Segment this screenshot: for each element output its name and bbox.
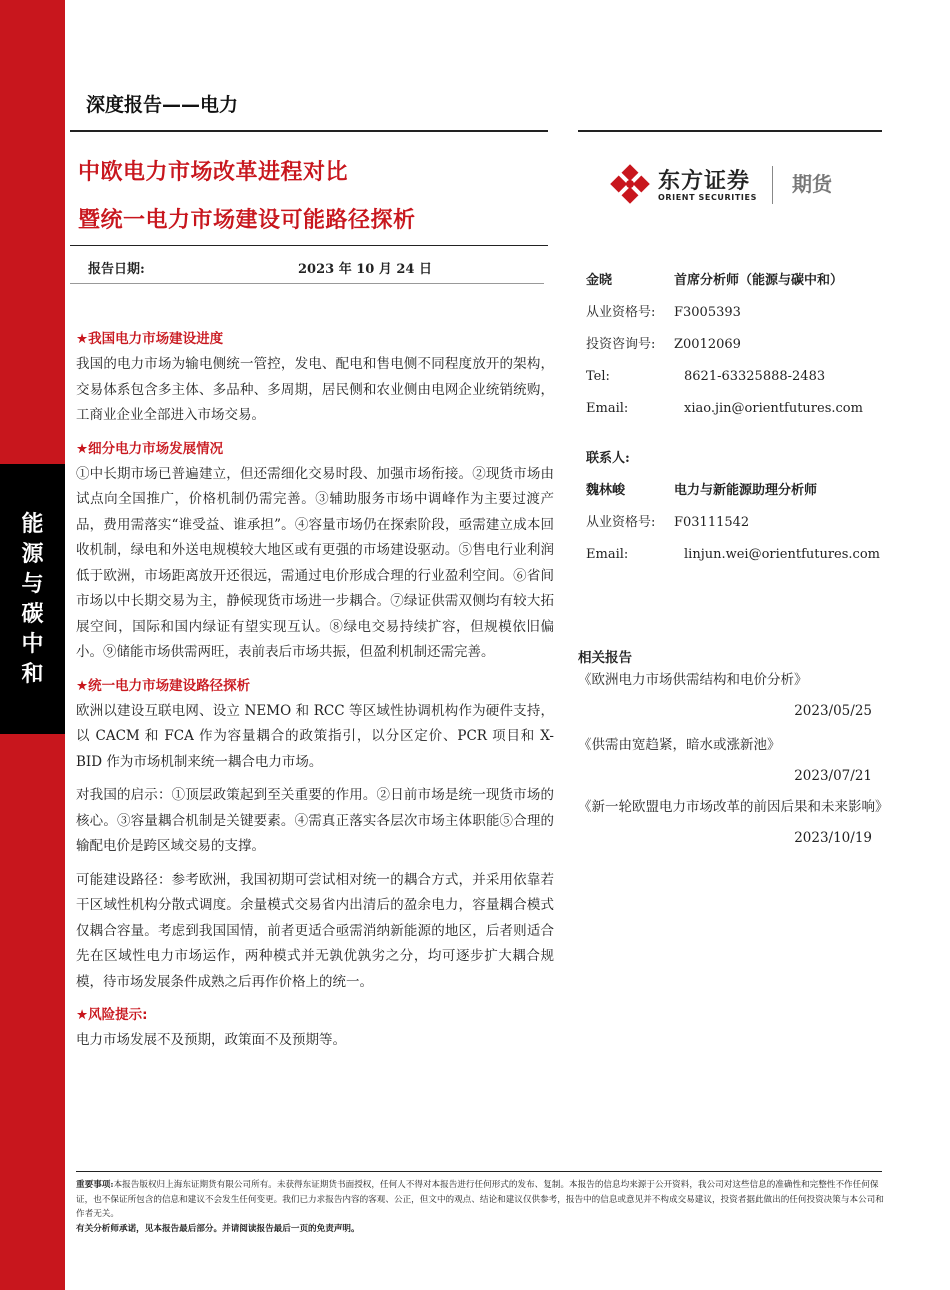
section-text-path-options: 可能建设路径：参考欧洲，我国初期可尝试相对统一的耦合方式，并采用依靠若干区域性机构分散式调度。余量模式交易省内出清后的盈余电力，容量耦合模式仅耦合容量。考虑到我国国情，前者更适合亟需消纳新能源的地区，后者则适合先在区域性电力市场运作，两种模式并无孰优孰劣之分，均可逐步扩大耦合规模，待市场发展条件成熟之后再作价格上的统一。 bbox=[76, 871, 554, 990]
orient-logo bbox=[608, 160, 868, 210]
sector-char: 能 bbox=[21, 512, 44, 537]
report-title-line1: 中欧电力市场改革进程对比 bbox=[78, 160, 349, 185]
analyst-title: 首席分析师（能源与碳中和） bbox=[674, 273, 844, 288]
sidebar-red-bottom bbox=[0, 734, 65, 1290]
summary-section bbox=[76, 327, 554, 1054]
related-report-title[interactable]: 《供需由宽趋紧，暗水或涨新池》 bbox=[578, 737, 781, 753]
field-label: Email: bbox=[586, 401, 629, 416]
analyst-name: 金晓 bbox=[586, 273, 613, 288]
disclaimer-text: 本报告版权归上海东证期货有限公司所有。未获得东证期货书面授权，任何人不得对本报告进行任何形式的发布、复制。本报告的信息均来源于公开资料，我公司对这些信息的准确性和完整性不作任何保证，也不保证所包含的信息和建议不会发生任何变更。我们已力求报告内容的客观、公正，但文中的观点、结论和建议仅供参考，报告中的信息或意见并不构成交易建议，投资者据此做出的任何投资决策与本公司和作者无关。 bbox=[76, 1180, 884, 1219]
field-label: Email: bbox=[586, 547, 629, 562]
related-report-item[interactable] bbox=[578, 668, 888, 724]
contact-title: 电力与新能源助理分析师 bbox=[674, 483, 818, 498]
field-label: 投资咨询号: bbox=[586, 337, 656, 352]
field-value[interactable]: linjun.wei@orientfutures.com bbox=[684, 547, 880, 562]
section-text-risk: 电力市场发展不及预期，政策面不及预期等。 bbox=[76, 1032, 346, 1048]
footer-rule bbox=[76, 1171, 882, 1172]
analyst-field-row bbox=[586, 300, 886, 332]
contact-field-row bbox=[586, 510, 886, 542]
header-rule-right bbox=[578, 130, 882, 132]
field-label: 从业资格号: bbox=[586, 305, 656, 320]
contact-field-row bbox=[586, 542, 886, 574]
section-text-path-lessons: 对我国的启示：①顶层政策起到至关重要的作用。②日前市场是统一现货市场的核心。③容量耦合机制是关键要素。④需真正落实各层次市场主体职能⑤合理的输配电价是跨区域交易的支撑。 bbox=[76, 787, 554, 854]
section-text-progress: 我国的电力市场为输电侧统一管控，发电、配电和售电侧不同程度放开的架构，交易体系包含多主体、多品种、多周期，居民侧和农业侧由电网企业统销统购，工商业企业全部进入市场交易。 bbox=[76, 356, 554, 423]
related-reports-heading: 相关报告 bbox=[578, 650, 632, 666]
analyst-field-row bbox=[586, 332, 886, 364]
header-rule-left bbox=[70, 130, 548, 132]
report-date-label: 报告日期: bbox=[88, 262, 145, 277]
field-value: 8621-63325888-2483 bbox=[684, 369, 826, 384]
sector-vertical-label bbox=[0, 510, 65, 690]
orient-logo-name: 东方证券 bbox=[658, 169, 751, 194]
disclaimer bbox=[76, 1178, 888, 1236]
section-text-segments: ①中长期市场已普遍建立，但还需细化交易时段、加强市场衔接。②现货市场由试点向全国推广，价格机制仍需完善。③辅助服务市场中调峰作为主要过渡产品，费用需落实“谁受益、谁承担”。④容量市场仍在探索阶段，亟需建立成本回收机制，绿电和外送电规模较大地区或有更强的市场建设驱动。⑤售电行业利润低于欧洲，市场距离放开还很远，需通过电价形成合理的行业盈利空间。⑥省间市场以中长期交易为主，静候现货市场进一步耦合。⑦绿证供需双侧均有较大拓展空间，国际和国内绿证有望实现互认。⑧绿电交易持续扩容，但规模依旧偏小。⑨储能市场供需两旺，表前表后市场共振，但盈利机制还需完善。 bbox=[76, 465, 554, 660]
analyst-field-row bbox=[586, 364, 886, 396]
sector-char: 源 bbox=[21, 542, 44, 567]
field-value: F03111542 bbox=[674, 515, 750, 530]
field-label: 从业资格号: bbox=[586, 515, 656, 530]
sector-char: 和 bbox=[21, 662, 44, 687]
field-value: F3005393 bbox=[674, 305, 741, 320]
section-heading-progress: ★我国电力市场建设进度 bbox=[76, 331, 224, 347]
sidebar-red-top bbox=[0, 0, 65, 464]
related-report-date: 2023/10/19 bbox=[794, 830, 872, 846]
analyst-name-row bbox=[586, 268, 886, 300]
analyst-panel bbox=[586, 268, 886, 574]
logo-divider bbox=[772, 166, 773, 204]
orient-logo-icon bbox=[608, 162, 652, 206]
report-title-line2: 暨统一电力市场建设可能路径探析 bbox=[78, 208, 416, 233]
sector-char: 与 bbox=[21, 572, 44, 597]
field-value: Z0012069 bbox=[674, 337, 741, 352]
field-value[interactable]: xiao.jin@orientfutures.com bbox=[684, 401, 863, 416]
related-report-item[interactable] bbox=[578, 795, 888, 851]
field-label: Tel: bbox=[586, 369, 610, 384]
disclaimer-lead: 重要事项: bbox=[76, 1180, 114, 1190]
sector-char: 中 bbox=[21, 632, 44, 657]
related-report-date: 2023/05/25 bbox=[794, 703, 872, 719]
date-rule-top bbox=[70, 245, 548, 246]
section-heading-segments: ★细分电力市场发展情况 bbox=[76, 440, 224, 457]
related-report-title[interactable]: 《新一轮欧盟电力市场改革的前因后果和未来影响》 bbox=[578, 799, 889, 815]
related-report-date: 2023/07/21 bbox=[794, 768, 872, 784]
analyst-field-row bbox=[586, 396, 886, 428]
disclaimer-closing: 有关分析师承诺，见本报告最后部分。并请阅读报告最后一页的免责声明。 bbox=[76, 1223, 360, 1234]
orient-logo-english: ORIENT SECURITIES bbox=[658, 193, 757, 202]
contact-name-row bbox=[586, 478, 886, 510]
date-rule-bottom bbox=[70, 283, 544, 284]
section-text-path-europe: 欧洲以建设互联电网、设立 NEMO 和 RCC 等区域性协调机构作为硬件支持，以 CACM 和 FCA 作为容量耦合的政策指引，以分区定价、PCR 项目和 X-BID 作为市场机制来统一耦合电力市场。 bbox=[76, 702, 554, 770]
contact-name: 魏林峻 bbox=[586, 483, 626, 498]
orient-logo-division: 期货 bbox=[792, 172, 832, 196]
related-report-title[interactable]: 《欧洲电力市场供需结构和电价分析》 bbox=[578, 672, 808, 688]
section-heading-risk: ★风险提示: bbox=[76, 1007, 148, 1023]
report-type: 深度报告——电力 bbox=[86, 94, 239, 116]
section-heading-path: ★统一电力市场建设路径探析 bbox=[76, 677, 251, 694]
report-date-value: 2023 年 10 月 24 日 bbox=[298, 262, 432, 277]
related-report-item[interactable] bbox=[578, 733, 888, 789]
contact-heading: 联系人: bbox=[586, 451, 630, 466]
sector-char: 碳 bbox=[21, 602, 44, 627]
